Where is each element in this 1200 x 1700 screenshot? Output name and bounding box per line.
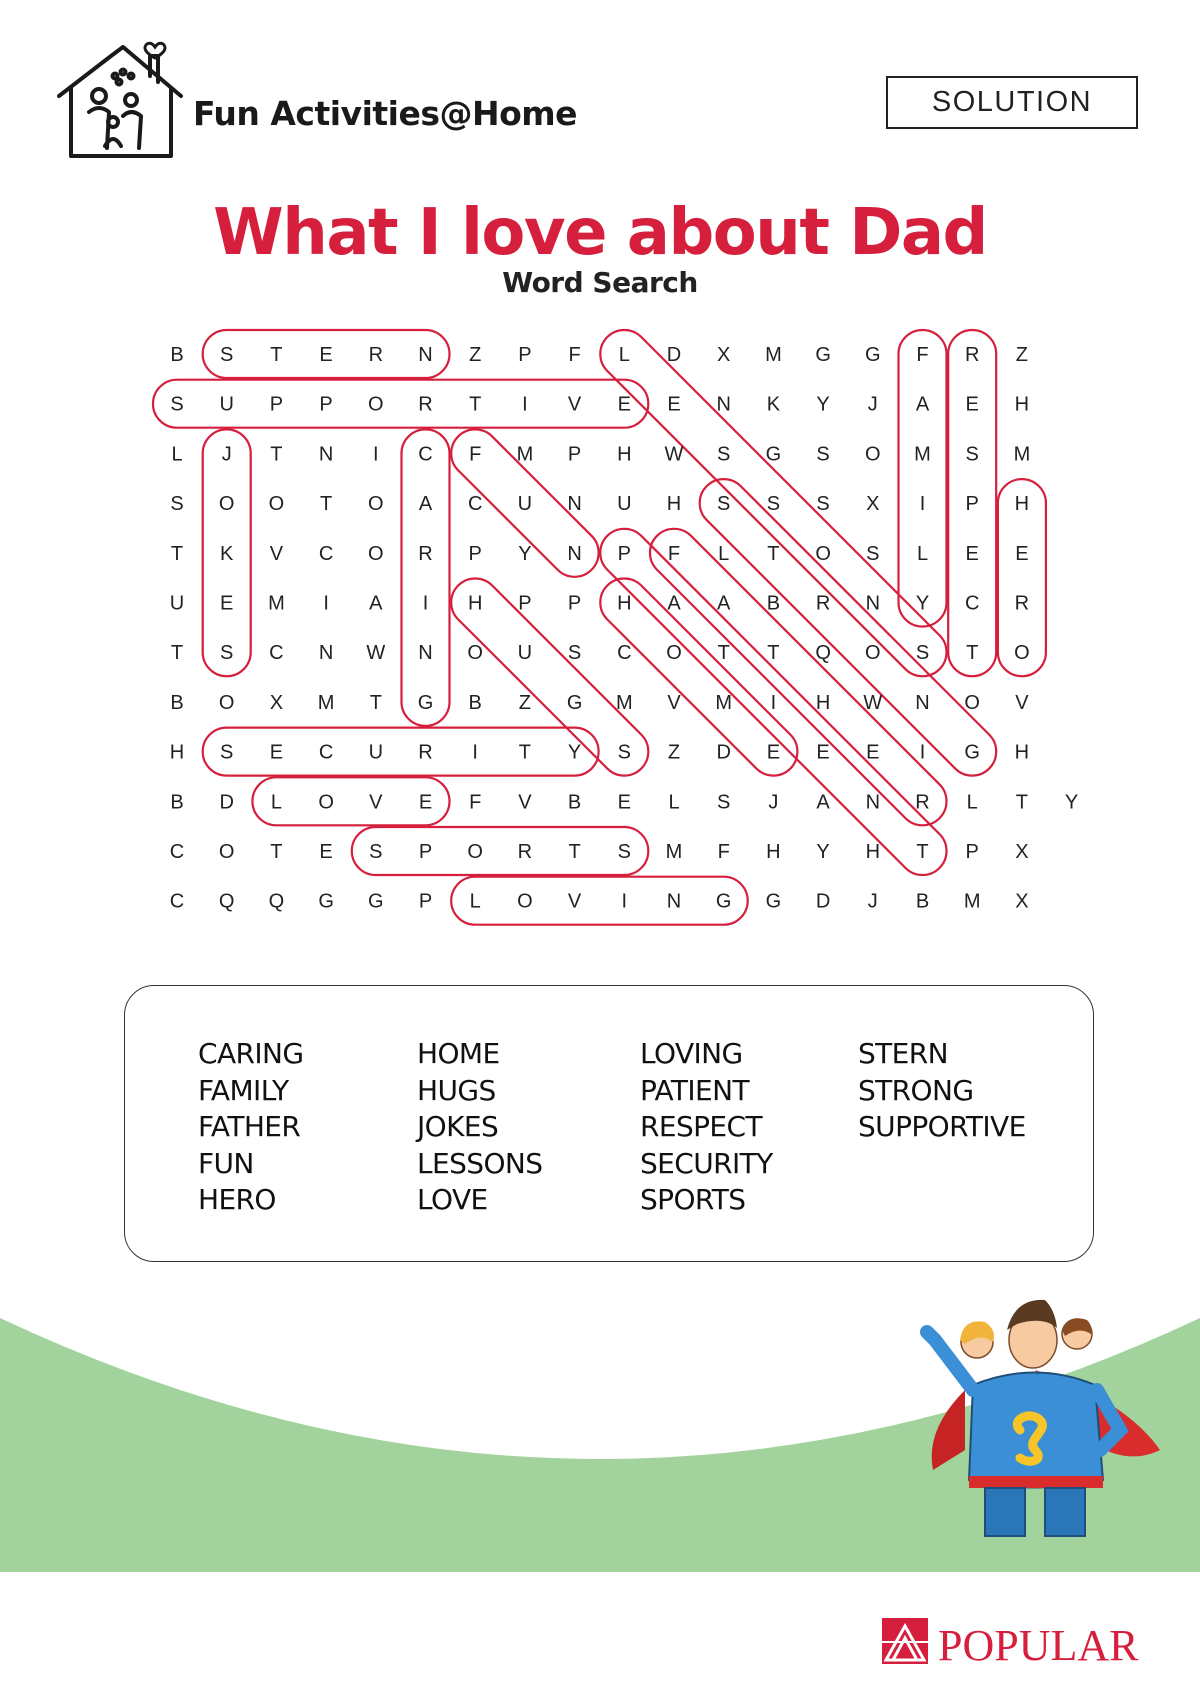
word-item: HUGS — [417, 1073, 496, 1107]
grid-letter: N — [318, 642, 334, 665]
grid-letter: D — [815, 890, 831, 913]
grid-letter: U — [617, 493, 632, 516]
grid-letter: S — [717, 791, 731, 814]
grid-letter: J — [221, 443, 232, 466]
grid-letter: B — [170, 344, 184, 366]
grid-letter: I — [422, 592, 429, 615]
grid-letter: X — [269, 691, 284, 714]
grid-letter: E — [766, 741, 781, 764]
grid-letter: L — [618, 344, 630, 366]
grid-letter: H — [766, 841, 781, 863]
grid-letter: Q — [815, 642, 831, 665]
grid-letter: F — [469, 791, 482, 814]
grid-letter: Y — [1064, 791, 1079, 814]
grid-letter: O — [666, 642, 682, 665]
grid-letter: D — [666, 344, 682, 366]
grid-letter: Z — [1015, 344, 1029, 366]
grid-letter: W — [863, 691, 883, 714]
grid-letter: N — [865, 592, 881, 615]
solution-loop — [451, 877, 748, 925]
grid-letter: F — [717, 841, 730, 863]
grid-letter: T — [916, 841, 929, 863]
grid-letter: U — [219, 393, 234, 416]
grid-letter: R — [1014, 592, 1030, 615]
grid-letter: N — [418, 642, 433, 665]
grid-letter: E — [617, 791, 631, 814]
page-title: What I love about Dad — [213, 196, 987, 270]
word-list-column-1 — [198, 1036, 303, 1219]
grid-letter: O — [517, 890, 533, 913]
grid-letter: E — [866, 741, 880, 764]
grid-letter: G — [765, 443, 782, 466]
word-item: STRONG — [858, 1073, 974, 1107]
grid-letter: M — [615, 691, 633, 714]
grid-letter: I — [919, 493, 926, 516]
grid-letter: R — [964, 344, 980, 366]
grid-letter: B — [170, 691, 184, 714]
grid-letter: S — [617, 741, 631, 764]
grid-letter: A — [667, 592, 681, 615]
solution-loop — [690, 469, 1006, 785]
grid-letter: V — [567, 890, 582, 913]
grid-letter: A — [717, 592, 731, 615]
word-list-column-3 — [640, 1036, 773, 1219]
grid-letter: G — [715, 890, 732, 913]
solution-loop — [640, 519, 956, 835]
grid-letter: E — [617, 393, 631, 416]
grid-letter: N — [318, 443, 334, 466]
grid-letter: T — [966, 642, 979, 665]
grid-letter: O — [815, 542, 831, 565]
grid-letter: O — [218, 841, 235, 863]
grid-letter: M — [665, 841, 683, 863]
grid-letter: Z — [469, 344, 482, 366]
grid-letter: B — [766, 592, 781, 615]
grid-letter: I — [522, 393, 528, 416]
grid-letter: D — [219, 791, 234, 814]
grid-letter: N — [716, 393, 731, 416]
grid-letter: H — [1014, 393, 1030, 416]
grid-letter: B — [170, 791, 184, 814]
word-item: FATHER — [198, 1110, 301, 1143]
word-item: LESSONS — [417, 1146, 543, 1180]
word-item: JOKES — [417, 1110, 499, 1143]
grid-letter: C — [318, 542, 334, 565]
grid-letter: M — [1013, 443, 1031, 466]
grid-letter: T — [319, 493, 333, 516]
superhero-dad-illustration-icon — [905, 1280, 1165, 1540]
grid-letter: V — [369, 791, 383, 814]
grid-letter: O — [964, 691, 980, 714]
grid-letter: M — [268, 592, 285, 615]
grid-letter: X — [1015, 841, 1029, 863]
grid-letter: T — [270, 443, 283, 466]
grid-letter: R — [915, 791, 930, 814]
grid-letter: T — [568, 841, 581, 863]
grid-letter: O — [368, 542, 384, 565]
grid-letter: S — [567, 642, 582, 665]
grid-letter: T — [469, 393, 482, 416]
grid-letter: S — [170, 493, 184, 516]
grid-letter: S — [866, 542, 880, 565]
word-item: HERO — [198, 1183, 276, 1216]
grid-letter: R — [418, 542, 433, 565]
grid-letter: E — [1015, 542, 1029, 565]
grid-letter: O — [268, 493, 285, 516]
grid-letter: S — [717, 443, 731, 466]
grid-letter: P — [319, 393, 333, 416]
grid-letter: T — [1015, 791, 1029, 814]
grid-letter: O — [467, 841, 483, 863]
grid-letter: N — [567, 542, 582, 565]
grid-letter: T — [767, 642, 780, 665]
grid-letter: T — [270, 841, 283, 863]
grid-letter: V — [567, 393, 582, 416]
grid-letter: C — [318, 741, 334, 764]
grid-letter: I — [770, 691, 777, 714]
grid-letter: S — [220, 741, 234, 764]
grid-letter: T — [170, 642, 184, 665]
grid-letter: H — [865, 841, 881, 863]
grid-letter: C — [269, 642, 284, 665]
grid-letter: P — [617, 542, 631, 565]
grid-letter: J — [867, 890, 878, 913]
grid-letter: C — [964, 592, 980, 615]
grid-letter: J — [867, 393, 878, 416]
grid-letter: H — [666, 493, 682, 516]
grid-letter: C — [617, 642, 632, 665]
grid-letter: E — [319, 344, 333, 366]
grid-letter: T — [270, 344, 283, 366]
grid-letter: O — [218, 493, 235, 516]
word-list-column-2 — [417, 1036, 542, 1219]
grid-letter: G — [815, 344, 831, 366]
grid-letter: S — [170, 393, 184, 416]
grid-letter: A — [369, 592, 383, 615]
grid-letter: P — [518, 592, 532, 615]
grid-letter: H — [1014, 741, 1030, 764]
word-item: STERN — [858, 1037, 948, 1070]
grid-letter: E — [418, 791, 433, 814]
grid-letter: J — [768, 791, 779, 814]
grid-letter: O — [865, 642, 881, 665]
grid-letter: R — [368, 344, 384, 366]
grid-letter: S — [816, 493, 830, 516]
grid-letter: E — [965, 542, 979, 565]
grid-letter: G — [865, 344, 881, 366]
word-item: CARING — [198, 1037, 304, 1070]
grid-letter: L — [916, 542, 929, 565]
word-item: RESPECT — [640, 1110, 762, 1143]
grid-letter: O — [368, 493, 384, 516]
grid-letter: B — [567, 791, 582, 814]
grid-letter: S — [220, 642, 234, 665]
grid-letter: M — [914, 443, 931, 466]
grid-letter: P — [269, 393, 284, 416]
grid-letter: V — [518, 791, 532, 814]
grid-letter: V — [269, 542, 284, 565]
grid-letter: O — [318, 791, 334, 814]
grid-letter: K — [220, 542, 234, 565]
grid-letter: L — [718, 542, 730, 565]
grid-letter: Y — [816, 393, 830, 416]
grid-letter: L — [668, 791, 680, 814]
grid-letter: R — [517, 841, 533, 863]
brand-name: Fun Activities@Home — [193, 94, 578, 133]
grid-letter: A — [816, 791, 830, 814]
grid-letter: Y — [915, 592, 930, 615]
grid-letter: N — [915, 691, 930, 714]
grid-letter: H — [617, 592, 632, 615]
solution-loop — [352, 827, 649, 875]
word-item: LOVING — [640, 1037, 743, 1070]
grid-letter: P — [468, 542, 482, 565]
grid-letter: N — [418, 344, 433, 366]
popular-logo — [878, 1612, 1178, 1672]
grid-letter: T — [717, 642, 730, 665]
page-subtitle: Word Search — [502, 266, 698, 299]
grid-letter: P — [418, 841, 433, 863]
grid-letter: G — [566, 691, 583, 714]
grid-letter: S — [816, 443, 830, 466]
grid-letter: E — [319, 841, 333, 863]
grid-letter: A — [915, 393, 930, 416]
grid-letter: F — [568, 344, 581, 366]
grid-letter: C — [169, 890, 185, 913]
grid-letter: S — [717, 493, 731, 516]
grid-letter: O — [865, 443, 881, 466]
grid-letter: H — [1014, 493, 1030, 516]
word-item: LOVE — [417, 1183, 488, 1216]
grid-letter: G — [964, 741, 980, 764]
grid-letter: O — [1014, 642, 1030, 665]
grid-letter: P — [567, 592, 582, 615]
grid-letter: I — [472, 741, 478, 764]
grid-letter: T — [369, 691, 382, 714]
word-item: FUN — [198, 1146, 254, 1180]
grid-letter: H — [815, 691, 831, 714]
solution-badge: SOLUTION — [886, 76, 1138, 129]
grid-letter: N — [666, 890, 682, 913]
grid-letter: T — [767, 542, 780, 565]
word-item: SUPPORTIVE — [858, 1110, 1026, 1143]
grid-letter: U — [169, 592, 185, 615]
grid-letter: M — [516, 443, 534, 466]
grid-letter: T — [518, 741, 532, 764]
grid-letter: S — [617, 841, 631, 863]
grid-letter: H — [467, 592, 483, 615]
grid-letter: I — [323, 592, 329, 615]
grid-letter: G — [368, 890, 384, 913]
publisher-name: POPULAR — [938, 1621, 1139, 1670]
grid-letter: M — [963, 890, 981, 913]
grid-letter: E — [667, 393, 681, 416]
grid-letter: P — [518, 344, 532, 366]
grid-letter: F — [469, 443, 482, 466]
grid-letter: P — [965, 841, 979, 863]
grid-letter: F — [916, 344, 929, 366]
grid-letter: P — [567, 443, 582, 466]
word-item: SECURITY — [640, 1146, 773, 1180]
grid-letter: U — [517, 493, 533, 516]
grid-letter: C — [169, 841, 185, 863]
word-item: HOME — [417, 1037, 500, 1070]
grid-letter: L — [469, 890, 481, 913]
grid-letter: X — [866, 493, 880, 516]
grid-letter: A — [418, 493, 433, 516]
grid-letter: L — [171, 443, 183, 466]
grid-letter: M — [317, 691, 335, 714]
grid-letter: B — [468, 691, 482, 714]
word-list-column-4 — [858, 1036, 1026, 1146]
grid-letter: M — [715, 691, 733, 714]
grid-letter: U — [368, 741, 384, 764]
grid-letter: X — [717, 344, 731, 366]
grid-letter: Q — [218, 890, 235, 913]
solution-loops — [153, 320, 1046, 925]
grid-letter: C — [418, 443, 433, 466]
grid-letter: L — [966, 791, 978, 814]
grid-letter: R — [418, 741, 433, 764]
grid-letter: W — [664, 443, 684, 466]
grid-letter: G — [417, 691, 434, 714]
solution-loop — [203, 728, 599, 776]
grid-letter: Y — [816, 841, 830, 863]
grid-letter: Z — [667, 741, 681, 764]
grid-letter: O — [368, 393, 384, 416]
grid-letter: S — [965, 443, 979, 466]
grid-letter: E — [965, 393, 979, 416]
grid-letter: P — [965, 493, 979, 516]
grid-letter: O — [467, 642, 483, 665]
grid-letter: E — [816, 741, 830, 764]
grid-letter: R — [418, 393, 433, 416]
solution-loop — [402, 429, 450, 726]
grid-letter: N — [865, 791, 881, 814]
grid-letter: W — [366, 642, 386, 665]
grid-letter: T — [170, 542, 184, 565]
grid-letter: Q — [268, 890, 285, 913]
grid-letter: E — [269, 741, 284, 764]
grid-letter: U — [517, 642, 533, 665]
grid-letter: V — [1015, 691, 1029, 714]
grid-letter: D — [716, 741, 731, 764]
grid-letter: G — [765, 890, 782, 913]
grid-letter: O — [218, 691, 235, 714]
popular-mark-icon — [882, 1618, 928, 1664]
grid-letter: S — [369, 841, 383, 863]
grid-letter: S — [766, 493, 781, 516]
grid-letter: E — [220, 592, 234, 615]
grid-letter: L — [270, 791, 282, 814]
grid-letter: C — [467, 493, 483, 516]
word-item: SPORTS — [640, 1183, 746, 1216]
grid-letter: N — [567, 493, 582, 516]
grid-letter: X — [1015, 890, 1029, 913]
grid-letter: G — [318, 890, 334, 913]
solution-loop — [899, 330, 947, 627]
word-item: FAMILY — [198, 1073, 289, 1107]
grid-letter: S — [220, 344, 234, 366]
grid-letter: S — [915, 642, 930, 665]
grid-letter: F — [667, 542, 681, 565]
grid-letter: K — [766, 393, 781, 416]
grid-letter: I — [373, 443, 379, 466]
grid-letter: Y — [518, 542, 532, 565]
grid-letter: I — [621, 890, 628, 913]
grid-letter: Z — [518, 691, 532, 714]
grid-letter: P — [418, 890, 433, 913]
grid-letter: V — [667, 691, 681, 714]
grid-letter: H — [617, 443, 632, 466]
grid-letter: M — [765, 344, 782, 366]
grid-letter: R — [815, 592, 831, 615]
word-item: PATIENT — [640, 1073, 749, 1107]
grid-letter: I — [919, 741, 926, 764]
grid-letter: Y — [567, 741, 582, 764]
grid-letter: B — [915, 890, 930, 913]
grid-letter: H — [169, 741, 185, 764]
